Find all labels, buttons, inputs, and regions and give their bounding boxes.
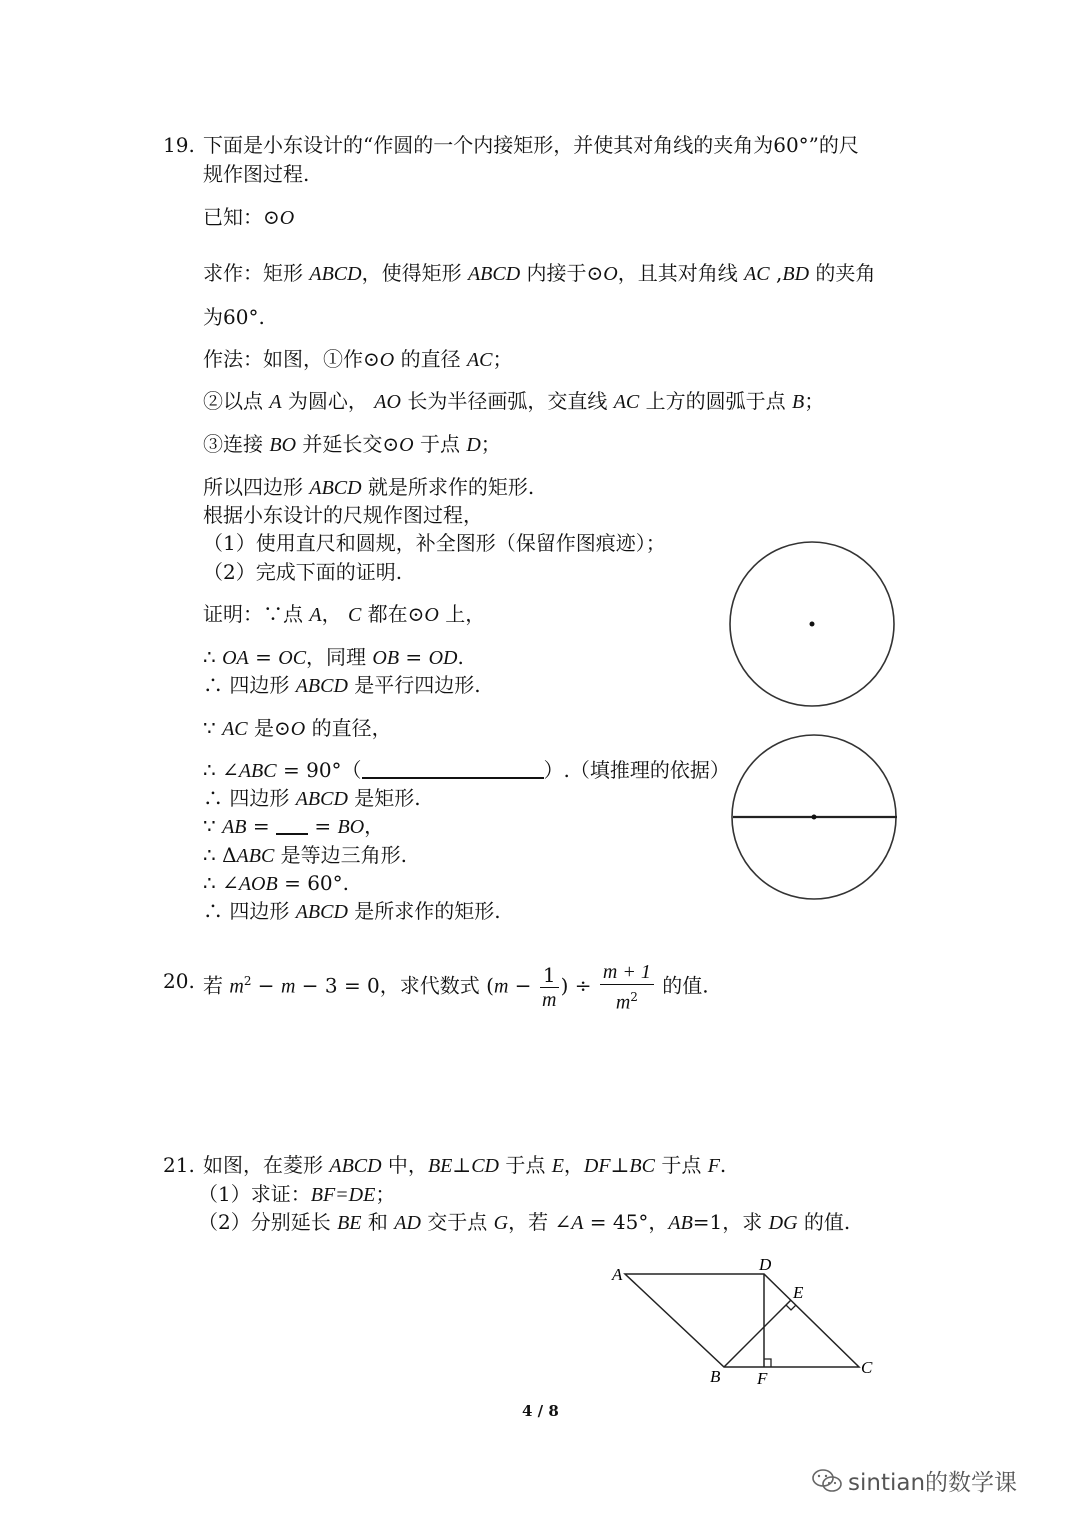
q19-method-1: 作法：如图，①作⊙O 的直径 AC；	[203, 347, 513, 371]
label-a: A	[612, 1265, 623, 1284]
q19-method-2: ②以点 A 为圆心， AO 长为半径画弧，交直线 AC 上方的圆弧于点 B；	[203, 389, 825, 413]
q21-part-1: （1）求证：BF=DE；	[198, 1182, 396, 1206]
label-e: E	[793, 1283, 804, 1302]
rhombus-abcd	[625, 1274, 859, 1367]
q19-method-3: ③连接 BO 并延长交⊙O 于点 D；	[203, 432, 501, 456]
q21-statement: 如图，在菱形 ABCD 中，BE⊥CD 于点 E，DF⊥BC 于点 F.	[203, 1153, 727, 1177]
watermark	[812, 1464, 1017, 1500]
q19-proof-3: ∴ 四边形 ABCD 是平行四边形.	[203, 673, 481, 697]
right-angle-mark-e	[786, 1305, 796, 1310]
q19-proof-5: ∴ ∠ABC = 90°（ ）.（填推理的依据）	[203, 758, 730, 782]
right-angle-mark-f	[764, 1359, 771, 1367]
watermark-text: sintian的数学课	[848, 1470, 1018, 1496]
q19-requirement-cont: 为60°.	[203, 305, 265, 329]
q19-diameter-figure	[728, 728, 908, 908]
q20-number: 20.	[163, 969, 195, 993]
q19-requirement: 求作：矩形 ABCD，使得矩形 ABCD 内接于⊙O，且其对角线 AC ,BD 的夹角	[203, 261, 876, 285]
center-point-o	[810, 622, 815, 627]
q21-number: 21.	[163, 1153, 195, 1177]
q19-method-4: 所以四边形 ABCD 就是所求作的矩形.	[203, 475, 535, 499]
q19-known: 已知：⊙O	[203, 205, 295, 229]
q19-proof-10: ∴ 四边形 ABCD 是所求作的矩形.	[203, 899, 501, 923]
label-c: C	[861, 1358, 873, 1377]
center-point-o-2	[812, 815, 817, 820]
q21-part-2: （2）分别延长 BE 和 AD 交于点 G，若 ∠A = 45°，AB=1，求 DG 的值.	[198, 1210, 851, 1234]
segment-be	[724, 1300, 791, 1367]
label-f: F	[757, 1369, 768, 1388]
q19-proof-4: ∵ AC 是⊙O 的直径，	[203, 716, 392, 740]
answer-blank-segment[interactable]	[276, 815, 308, 835]
wechat-icon	[812, 1468, 842, 1500]
q19-statement-line1: 下面是小东设计的“作圆的一个内接矩形，并使其对角线的夹角为60°”的尺	[203, 133, 859, 157]
page-number: 4 / 8	[522, 1402, 559, 1420]
q19-proof-7: ∵ AB = = BO，	[203, 814, 385, 838]
q19-statement-line2: 规作图过程.	[203, 162, 310, 186]
fraction-1-over-m: $\frac{1}{m}$	[540, 963, 559, 1012]
label-d: D	[759, 1255, 772, 1274]
q21-rhombus-figure	[600, 1250, 890, 1390]
q20-statement: 若 $m^2 - m - 3 = 0$，求代数式 (m − $\frac{1}{m}$ ) ÷ $\frac{m + 1}{m^2}$ 的值.	[203, 960, 709, 1014]
q19-proof-8: ∴ ΔABC 是等边三角形.	[203, 843, 408, 867]
q19-number: 19.	[163, 133, 195, 157]
q19-method-5: 根据小东设计的尺规作图过程，	[203, 503, 483, 527]
q19-proof-1: 证明：∵点 A， C 都在⊙O 上，	[203, 602, 486, 626]
label-b: B	[710, 1367, 721, 1386]
q19-part-2: （2）完成下面的证明.	[203, 560, 403, 584]
q19-proof-9: ∴ ∠AOB = 60°.	[203, 871, 350, 895]
q19-proof-6: ∴ 四边形 ABCD 是矩形.	[203, 786, 421, 810]
q19-circle-figure	[724, 534, 904, 714]
fraction-m-plus-1-over-m-squared: $\frac{m + 1}{m^2}$	[600, 960, 654, 1015]
q19-proof-2: ∴ OA = OC，同理 OB = OD.	[203, 645, 464, 669]
q19-part-1: （1）使用直尺和圆规，补全图形（保留作图痕迹）；	[203, 531, 666, 555]
answer-blank-reason[interactable]	[362, 759, 544, 779]
